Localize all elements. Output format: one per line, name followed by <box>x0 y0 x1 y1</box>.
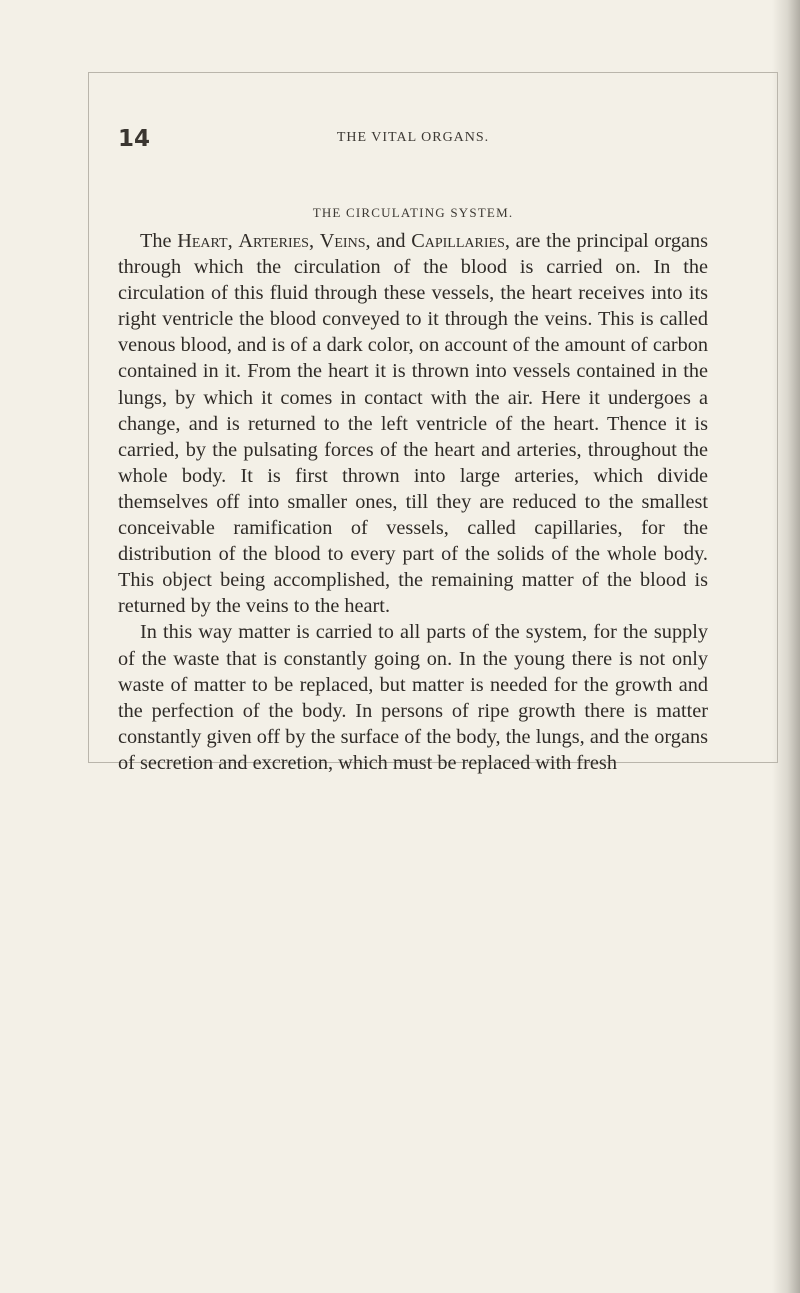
body-text <box>118 228 708 776</box>
page-number: 14 <box>118 126 151 152</box>
paragraph-1 <box>118 228 708 619</box>
frame-left-line <box>88 72 89 762</box>
paragraph-2: In this way matter is carried to all parts of the system, for the supply of the waste that is constantly going on. In the young there is not only waste of matter to be replaced, but matter is needed for the growth and the perfection of the body. In persons of ripe growth there is matter constantly given off by the surface of the body, the lungs, and the organs of secretion and excretion, which must be replaced with fresh <box>118 621 708 774</box>
paragraph-1-text: , are the principal organs through which the circulation of the blood is carried on. In the circulation of this fluid through these vessels, the heart receives into its right ventricle the blood conveyed to it through the veins. This is called venous blood, and is of a dark color, on account of the amount of carbon contained in it. From the heart it is thrown into vessels contained in the lungs, by which it comes in contact with the air. Here it undergoes a change, and is returned to the left ventricle of the heart. Thence it is carried, by the pulsating forces of the heart and arteries, throughout the whole body. It is first thrown into large arteries, which divide themselves off into smaller ones, till they are reduced to the smallest conceivable ramification of vessels, called capillaries, for the distribution of the blood to every part of the solids of the whole body. This object being accomplished, the remaining matter of the blood is returned by the veins to the heart. <box>118 230 709 618</box>
separator: , <box>227 230 239 252</box>
separator: , and <box>365 230 412 252</box>
frame-top-line <box>88 72 778 73</box>
term-heart: Heart <box>177 230 228 252</box>
running-title: THE VITAL ORGANS. <box>336 130 490 145</box>
page-header <box>118 124 768 164</box>
separator: , <box>308 230 320 252</box>
term-capillaries: Capillaries <box>411 230 505 252</box>
term-arteries: Arteries <box>238 230 309 252</box>
page-edge-shadow <box>772 0 800 1293</box>
paragraph-1-lead: The <box>140 230 178 252</box>
section-heading: THE CIRCULATING SYSTEM. <box>312 205 514 220</box>
term-veins: Veins <box>319 230 366 252</box>
